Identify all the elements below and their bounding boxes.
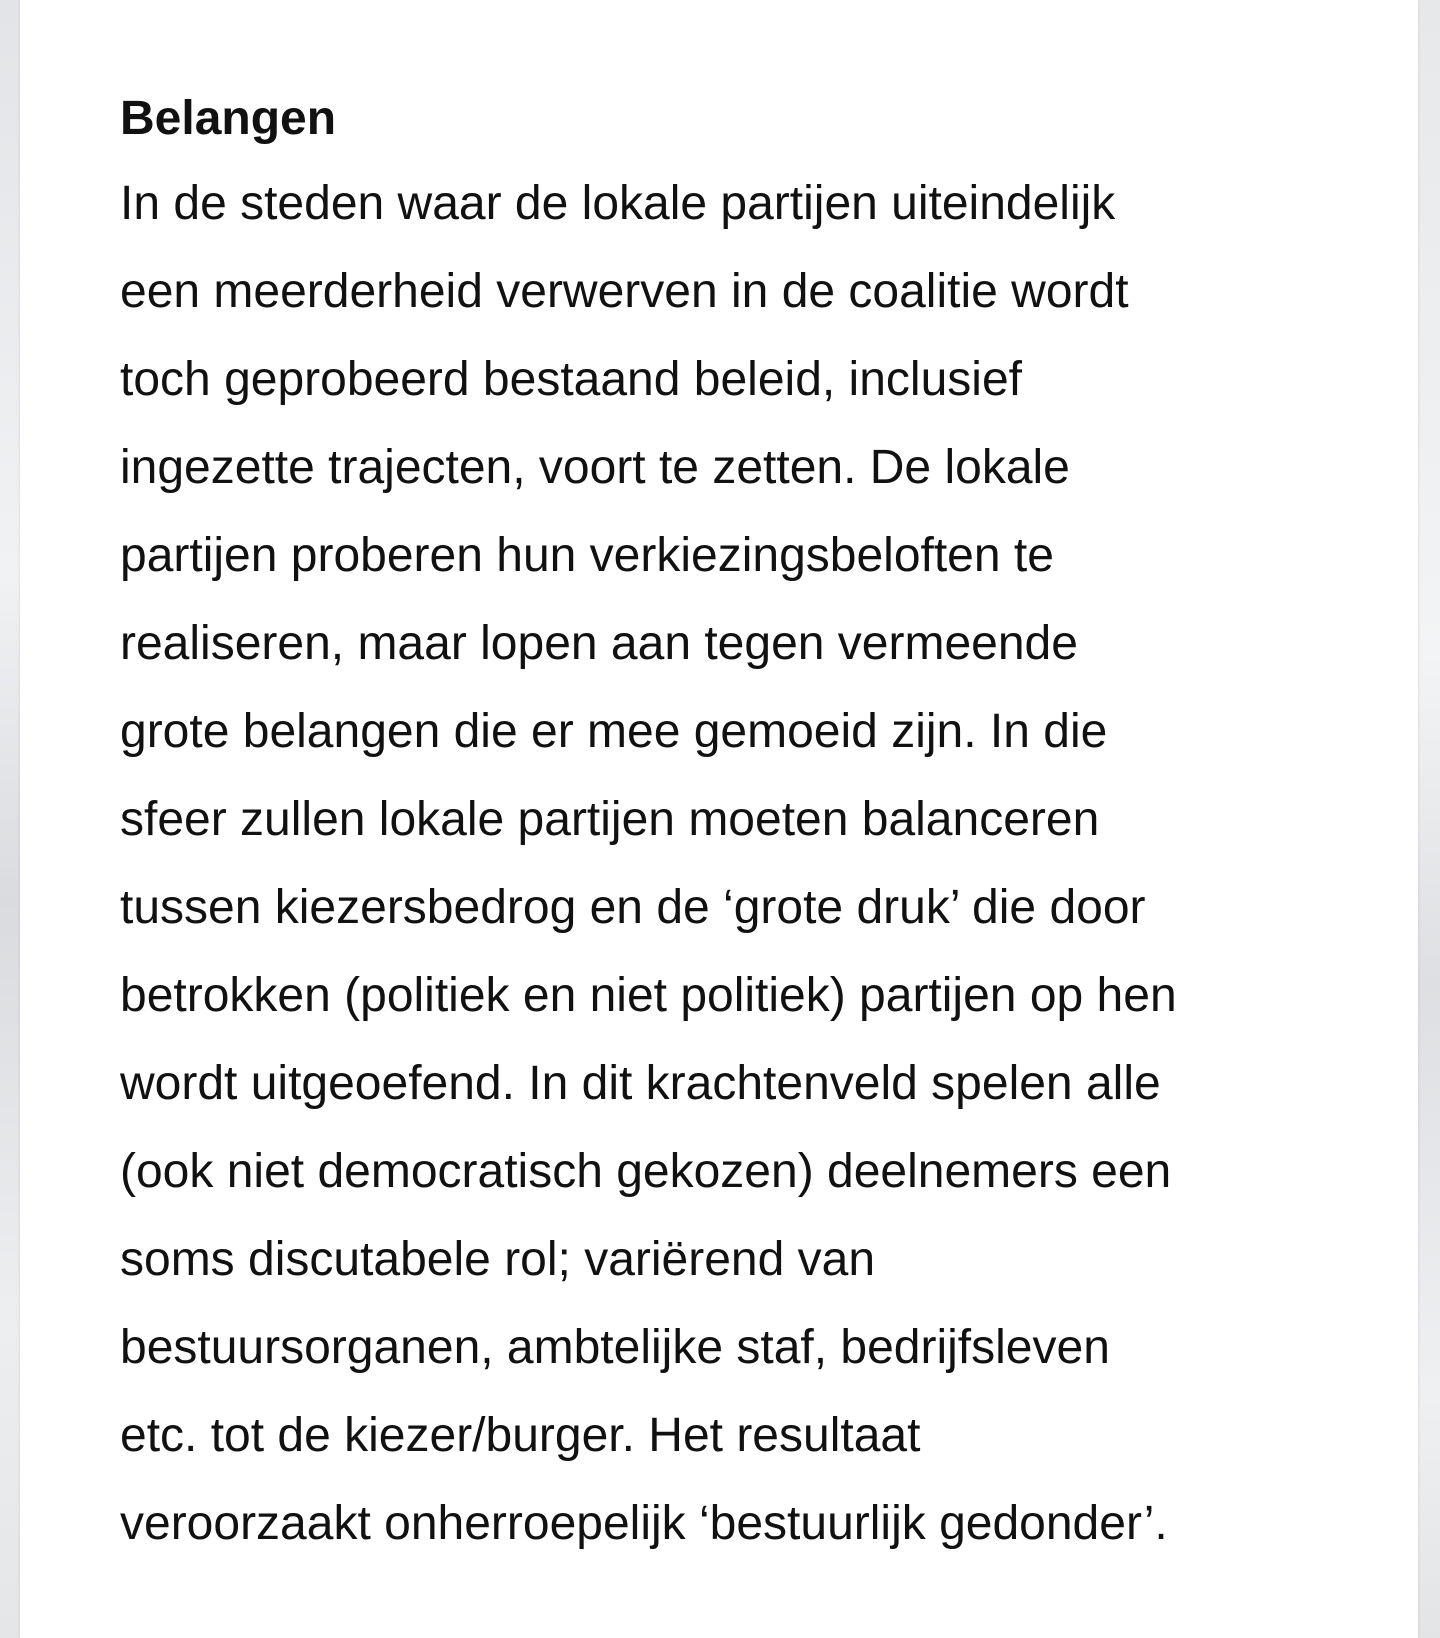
background-right-edge bbox=[1418, 0, 1440, 1638]
paragraph-line: toch geprobeerd bestaand beleid, inclusief bbox=[120, 353, 1022, 406]
paragraph-line: een meerderheid verwerven in de coalitie wordt bbox=[120, 265, 1129, 318]
paragraph-line: ingezette trajecten, voort te zetten. De lokale bbox=[120, 441, 1070, 494]
background-left-edge bbox=[0, 0, 20, 1638]
paragraph-line: etc. tot de kiezer/burger. Het resultaat bbox=[120, 1409, 921, 1462]
paragraph-line: soms discutabele rol; variërend van bbox=[120, 1233, 876, 1286]
paragraph-line: veroorzaakt onherroepelijk ‘bestuurlijk gedonder’. bbox=[120, 1497, 1168, 1550]
paragraph-line: grote belangen die er mee gemoeid zijn. In die bbox=[120, 705, 1108, 758]
paragraph-line: bestuursorganen, ambtelijke staf, bedrijfsleven bbox=[120, 1321, 1110, 1374]
paragraph-line: In de steden waar de lokale partijen uiteindelijk bbox=[120, 177, 1116, 230]
paragraph bbox=[120, 160, 1380, 1568]
paragraph-line: tussen kiezersbedrog en de ‘grote druk’ die door bbox=[120, 881, 1146, 934]
paragraph-line: realiseren, maar lopen aan tegen vermeende bbox=[120, 617, 1078, 670]
article-card[interactable] bbox=[20, 0, 1418, 1638]
paragraph-line: betrokken (politiek en niet politiek) partijen op hen bbox=[120, 969, 1177, 1022]
paragraph-line: sfeer zullen lokale partijen moeten balanceren bbox=[120, 793, 1100, 846]
article-body bbox=[120, 78, 1380, 1568]
paragraph-line: wordt uitgeoefend. In dit krachtenveld spelen alle bbox=[120, 1057, 1161, 1110]
section-heading: Belangen bbox=[120, 92, 337, 145]
paragraph-line: (ook niet democratisch gekozen) deelnemers een bbox=[120, 1145, 1172, 1198]
paragraph-line: partijen proberen hun verkiezingsbeloften te bbox=[120, 529, 1054, 582]
